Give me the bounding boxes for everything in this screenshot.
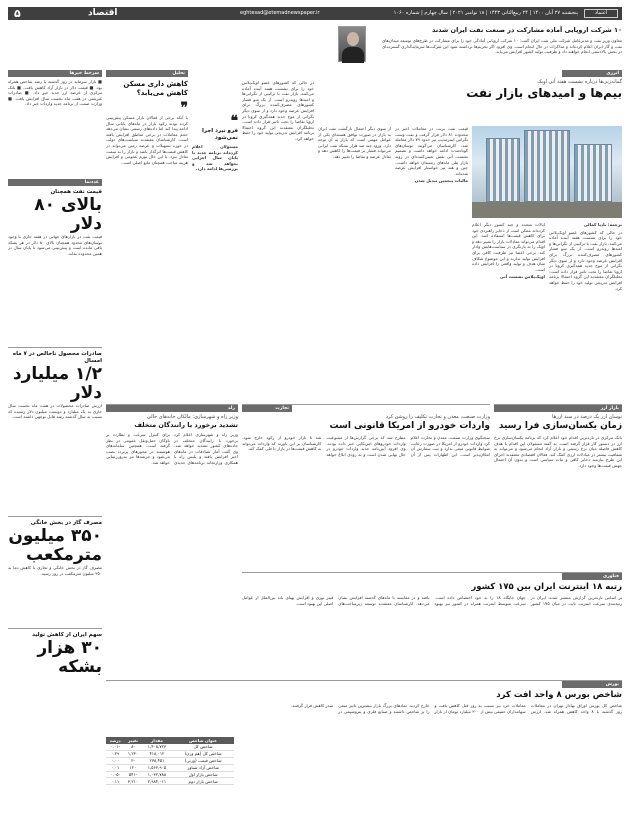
main-subhead-2: مالیات پنجمین تبدیل شدن <box>414 178 468 184</box>
main-col-4: از سوی دیگر احتمال بازگشت نفت ایران به بازار در صورت توافق هسته‌ای یکی از عوامل مهمی است که بازار به آن توجه دارد. ورود چند صد هزار بشکه نفت ایرانی می‌تواند فشار بر قیمت‌ها را کاهش دهد و تعادل عرضه و تقاضا را تغییر دهد. <box>318 126 391 159</box>
opinion-body: با آنکه برخی از فعالان بازار مسکن پیش‌بینی کرده بودند رکود بازار در ماه‌های پایانی سال ادامه پیدا کند اما داده‌های رسمی نشان می‌دهد حجم معاملات در برخی مناطق افزایش یافته است. کارشناسان معتقدند سیاست‌های دولت در حوزه تسهیلات و عرضه زمین می‌تواند در کاهش قیمت‌ها اثرگذار باشد و بازار را به سمت تعادل ببرد. با این حال تورم عمومی و افزایش هزینه ساخت همچنان مانع اصلی است. <box>106 115 188 165</box>
quote-icon: ❞ <box>180 100 188 116</box>
stat1-title: قیمت نفت همچنان <box>50 189 102 195</box>
internet-body: بر اساس تازه‌ترین گزارش منتشر شده، ایران در رتبه‌بندی سرعت اینترنت ثابت در میان ۱۷۵ کشور جهان جایگاه ۱۸ را به خود اختصاص داده است. سرعت متوسط اینترنت همراه در کشور نیز بهبود یافته و در مقایسه با ماه‌های گذشته افزایش نشان می‌دهد. کارشناسان معتقدند توسعه زیرساخت‌های فیبر نوری و افزایش پهنای باند بین‌الملل از عوامل اصلی این بهبود است. <box>242 595 622 606</box>
main-byline: ترجمه: نادیا کمالی <box>583 222 622 227</box>
internet-label: فناوری <box>562 573 622 580</box>
roads-label: راه <box>106 405 238 412</box>
currency-article <box>494 404 622 568</box>
bourse-table <box>106 737 234 785</box>
stat2-title: صادرات محصول ناخالص در ۷ ماه امسال <box>12 351 102 364</box>
bourse-headline[interactable]: شاخص بورس ۸ واحد افت کرد <box>496 690 622 700</box>
opinion-label: تحلیل <box>106 70 188 77</box>
building-photo <box>472 126 622 218</box>
internet-article <box>242 572 622 676</box>
lead-headline[interactable]: ۱۰ شرکت اروپایی آماده مشارکت در صنعت نفت ایران شدند <box>431 26 622 34</box>
stocks-table <box>106 737 234 785</box>
table-row: شاخص قیمت (وزنی) ۲۷۸,۴۵۱ -۲ ۰.۰۰ <box>106 758 234 765</box>
stat2-text: ارزش صادرات محصولات در هفت ماه نخست سال جاری به یک میلیارد و دویست میلیون دلار رسیده که نسبت به سال گذشته رشد قابل توجهی داشته است. <box>8 403 102 420</box>
news-label: سرخط خبرها <box>8 70 102 77</box>
stats-label: عددنما <box>8 179 102 186</box>
currency-body: بانک مرکزی در تازه‌ترین اقدام خود اعلام کرد که برنامه یکسان‌سازی نرخ ارز در دستور کار قرار گرفته است. به گفته مسئولان این اقدام با هدف کاهش فاصله میان نرخ رسمی و بازار آزاد انجام می‌شود و می‌تواند به شفافیت بیشتر در مبادلات ارزی کمک کند. فعالان اقتصادی معتقدند اجرای این طرح نیازمند ذخایر کافی و ثبات سیاسی است و بدون آن احتمال جهش قیمت‌ها وجود دارد. <box>494 435 622 468</box>
stat3-text: مصرف گاز در بخش خانگی و تجاری با کاهش دما به ۳۵۰ میلیون مترمکعب در روز رسید. <box>8 565 102 576</box>
main-subhead-1: اوپک‌پلاس نشست آتی <box>499 274 545 280</box>
main-col-5: در حالی که کشورهای عضو اوپک‌پلاس خود را برای نشست هفته آینده آماده می‌کنند، بازار نفت با ترکیبی از نگرانی‌ها و امیدها روبه‌رو است. از یک سو فشار کشورهای مصرف‌کننده بزرگ برای افزایش عرضه وجود دارد و از سوی دیگر نگرانی از موج جدید همه‌گیری کرونا در اروپا تقاضا را تحت تاثیر قرار داده است. تحلیلگران معتقدند این گروه احتمالا برنامه افزایش تدریجی تولید خود را حفظ خواهد کرد. <box>242 80 314 141</box>
stat3-figure: ۳۵۰ میلیون مترمکعب <box>8 526 102 565</box>
email-link[interactable]: eghtesad@etemadnewspaper.ir <box>240 10 320 16</box>
col-header: مقدار <box>142 737 173 744</box>
left-column <box>8 70 102 810</box>
trade-body: سخنگوی وزارت صنعت، معدن و تجارت اعلام کرد واردات خودرو از امریکا در صورت رعایت ضوابط قانونی منعی ندارد و ثبت سفارش آن امکان‌پذیر است. این اظهارات پس از آن مطرح شد که برخی گزارش‌ها از ممنوعیت واردات خودروهای امریکایی خبر داده بودند. وی افزود آیین‌نامه جدید واردات خودرو در حال نهایی شدن است و به زودی ابلاغ خواهد شد تا بازار خودرو از رکود خارج شود. کارشناسان بر این باورند که واردات می‌تواند به کاهش قیمت‌ها در بازار داخلی کمک کند. <box>242 435 490 457</box>
news-briefs: ■ بازار سرمایه در روز گذشته با رشد شاخص همراه بود. ■ قیمت دلار در بازار آزاد کاهش یافت. ■ بانک مرکزی از عرضه ارز جدید خبر داد. ■ صادرات غیرنفتی در هفت ماه نخست سال افزایش یافت. ■ وزارت صمت از برنامه جدید واردات خبر داد. <box>8 79 102 107</box>
table-row: شاخص کل ۱,۴۰۸,۷۲۳ -۸ -۰.۰۱ <box>106 744 234 751</box>
main-label: انرژی <box>562 70 622 77</box>
currency-kicker: نوسان ارز یک درصد در سبد ارزها <box>552 414 622 420</box>
col-header: تغییر <box>124 737 141 744</box>
date-line: پنجشنبه ۲۷ آبان ۱۴۰۰ | ۲۴ ربیع‌الثانی ۱۴۴۳ | ۱۸ نوامبر ۲۰۲۱ | سال چهارم | شماره ۱۰۶۰ <box>393 10 578 16</box>
main-article <box>242 70 622 400</box>
trade-kicker: وزارت صنعت، معدن و تجارت تکلیف را روشن کرد <box>385 414 490 420</box>
table-row: شاخص کل (هم وزن) ۴۱۸,۰۱۲ ۱,۲۳۰ ۰.۲۹ <box>106 751 234 758</box>
stat1-figure: بالای ۸۰ دلار <box>34 195 102 234</box>
lead-body: معاون وزیر نفت و مدیرعامل شرکت ملی نفت ایران گفت: ۱۰ شرکت اروپایی آمادگی خود را برای مشارکت در طرح‌های توسعه میدان‌های نفت و گاز ایران اعلام کرده‌اند و مذاکرات در حال انجام است. وی افزود اگر تحریم‌ها برداشته شود این شرکت‌ها سرمایه‌گذاری گسترده‌ای در بخش بالادستی انجام خواهند داد و ظرفیت تولید کشور افزایش می‌یابد. <box>382 38 622 55</box>
main-kicker: گمانه‌زنی‌ها درباره نشست هفته آتی اوپک <box>537 79 622 85</box>
roads-article <box>106 404 238 724</box>
stat1-text: قیمت نفت در بازارهای جهانی در هفته جاری با وجود نوسان‌های محدود همچنان بالای ۸۰ دلار در هر بشکه باقی مانده است و پیش‌بینی می‌شود تا پایان سال در همین محدوده بماند. <box>8 234 102 256</box>
trade-article <box>242 404 490 568</box>
table-row: شاخص بازار دوم ۲,۹۸۴,۰۱۱ ۳,۲۱۰ ۰.۱۱ <box>106 778 234 785</box>
stat2-figure: ۱/۲ میلیارد دلار <box>12 364 102 403</box>
trade-headline[interactable]: واردات خودرو از امریکا قانونی است <box>329 421 490 431</box>
logo: اعتماد <box>584 9 618 18</box>
bourse-body: شاخص کل بورس اوراق بهادار تهران در معاملات روز گذشته با ۸ واحد کاهش همراه شد. ارزش معاملات خرد نیز نسبت به روز قبل کاهش یافت و سهامداران حقیقی بیش از ۳۰۰ میلیارد تومان از بازار خارج کردند. نمادهای بزرگ بازار بیشترین تاثیر منفی را بر شاخص داشتند و صنایع فلزی و پتروشیمی در صدر کاهش قرار گرفتند. <box>290 703 622 714</box>
currency-label: بازار ارز <box>494 405 622 412</box>
quote-icon-2: ❝ <box>230 113 238 129</box>
main-col-3: قیمت نفت برنت در معاملات اخیر در محدوده ۸۱ دلار قرار گرفت و نفت وست تگزاس اینترمدیت نیز حدود ۷۹ دلار معامله شد. کارشناسان می‌گویند نوسان‌های کوتاه‌مدت ادامه خواهد داشت و تصمیم نشست آتی نقش تعیین‌کننده‌ای در روند بازار طی ماه‌های زمستان خواهد داشت. چین و هند نیز خواستار افزایش عرضه شده‌اند. مالیات پنجمین تبدیل شدن <box>395 126 468 184</box>
stat3-title: مصرف گاز در بخش خانگی <box>30 520 102 526</box>
col-header: درصد <box>106 737 124 744</box>
lead-strip <box>180 24 622 74</box>
stat4-title: سهم ایران از کاهش تولید <box>32 632 102 638</box>
main-headline[interactable]: بیم‌ها و امیدهای بازار نفت <box>466 86 622 100</box>
stat4-figure: ۳۰ هزار بشکه <box>37 638 102 677</box>
side-headline: فرو نبرد اجرا نمی‌شود <box>202 128 238 141</box>
section-title: اقتصاد <box>88 8 118 18</box>
opinion-side <box>192 78 238 400</box>
trade-label: تجارت <box>242 405 292 412</box>
main-col-1: ترجمه: نادیا کمالی در حالی که کشورهای عضو اوپک‌پلاس خود را برای نشست هفته آینده آماده می‌کنند، بازار نفت با ترکیبی از نگرانی‌ها و امیدها روبه‌رو است. از یک سو فشار کشورهای مصرف‌کننده بزرگ برای افزایش عرضه وجود دارد و از سوی دیگر نگرانی از موج جدید همه‌گیری کرونا در اروپا تقاضا را تحت تاثیر قرار داده است. تحلیلگران معتقدند این گروه احتمالا برنامه افزایش تدریجی تولید خود را حفظ خواهد کرد. <box>549 222 622 291</box>
portrait-photo <box>338 26 366 62</box>
page-header <box>8 7 622 20</box>
col-header: عنوان شاخص <box>172 737 234 744</box>
main-col-2: ایالات متحده و چند کشور دیگر اعلام کرده‌اند ممکن است از ذخایر راهبردی خود برای کاهش قیمت‌ها استفاده کنند. این اقدام می‌تواند معادلات بازار را تغییر دهد و اوپک را به بازنگری در سیاست‌هایش وادار کند. برخی اعضا نیز ظرفیت کافی برای افزایش تولید ندارند و این موضوع شکاف میان هدف و تولید واقعی را افزایش داده است. اوپک‌پلاس نشست آتی <box>472 222 545 280</box>
table-row: شاخص بازار اول ۱,۰۳۲,۷۸۸ -۵۴۱ -۰.۰۵ <box>106 771 234 778</box>
opinion-column <box>106 70 188 400</box>
currency-headline[interactable]: زمان یکسان‌سازی فرا رسید <box>498 421 622 431</box>
roads-body: وزیر راه و شهرسازی اعلام کرد برخورد با رانندگان متخلف در جاده‌های کشور تشدید خواهد شد. وی گفت آمار تصادفات در ماه‌های اخیر افزایش یافته و پلیس راه با همکاری وزارتخانه برنامه‌های جدیدی برای کنترل سرعت و نظارت بر ناوگان حمل‌ونقل عمومی در نظر گرفته است. همچنین سامانه‌های هوشمند در محورهای پرتردد نصب می‌شود و جریمه‌ها نیز به‌روزرسانی خواهد شد. <box>106 432 238 465</box>
side-text: مسئولان اعلام کرده‌اند برنامه جدید تا پایان سال اجرایی نخواهد شد و بررسی‌ها ادامه دارد. <box>192 144 238 172</box>
roads-headline[interactable]: تشدید برخورد با رانندگان متخلف <box>134 421 238 429</box>
bourse-article <box>106 680 622 812</box>
bourse-label: بورس <box>562 681 622 688</box>
table-row: شاخص آزاد شناور ۱,۵۶۳,۹۰۵ ۱۲۰ ۰.۰۱ <box>106 764 234 771</box>
page-number: ۵ <box>14 7 21 20</box>
opinion-headline[interactable]: کاهش داری مسکن کاهش می‌یابد؟ <box>123 80 188 97</box>
roads-kicker: وزیر راه و شهرسازی: مالکان خانه‌های خالی <box>146 414 238 420</box>
internet-headline[interactable]: رتبه ۱۸ اینترنت ایران بین ۱۷۵ کشور <box>471 582 622 592</box>
